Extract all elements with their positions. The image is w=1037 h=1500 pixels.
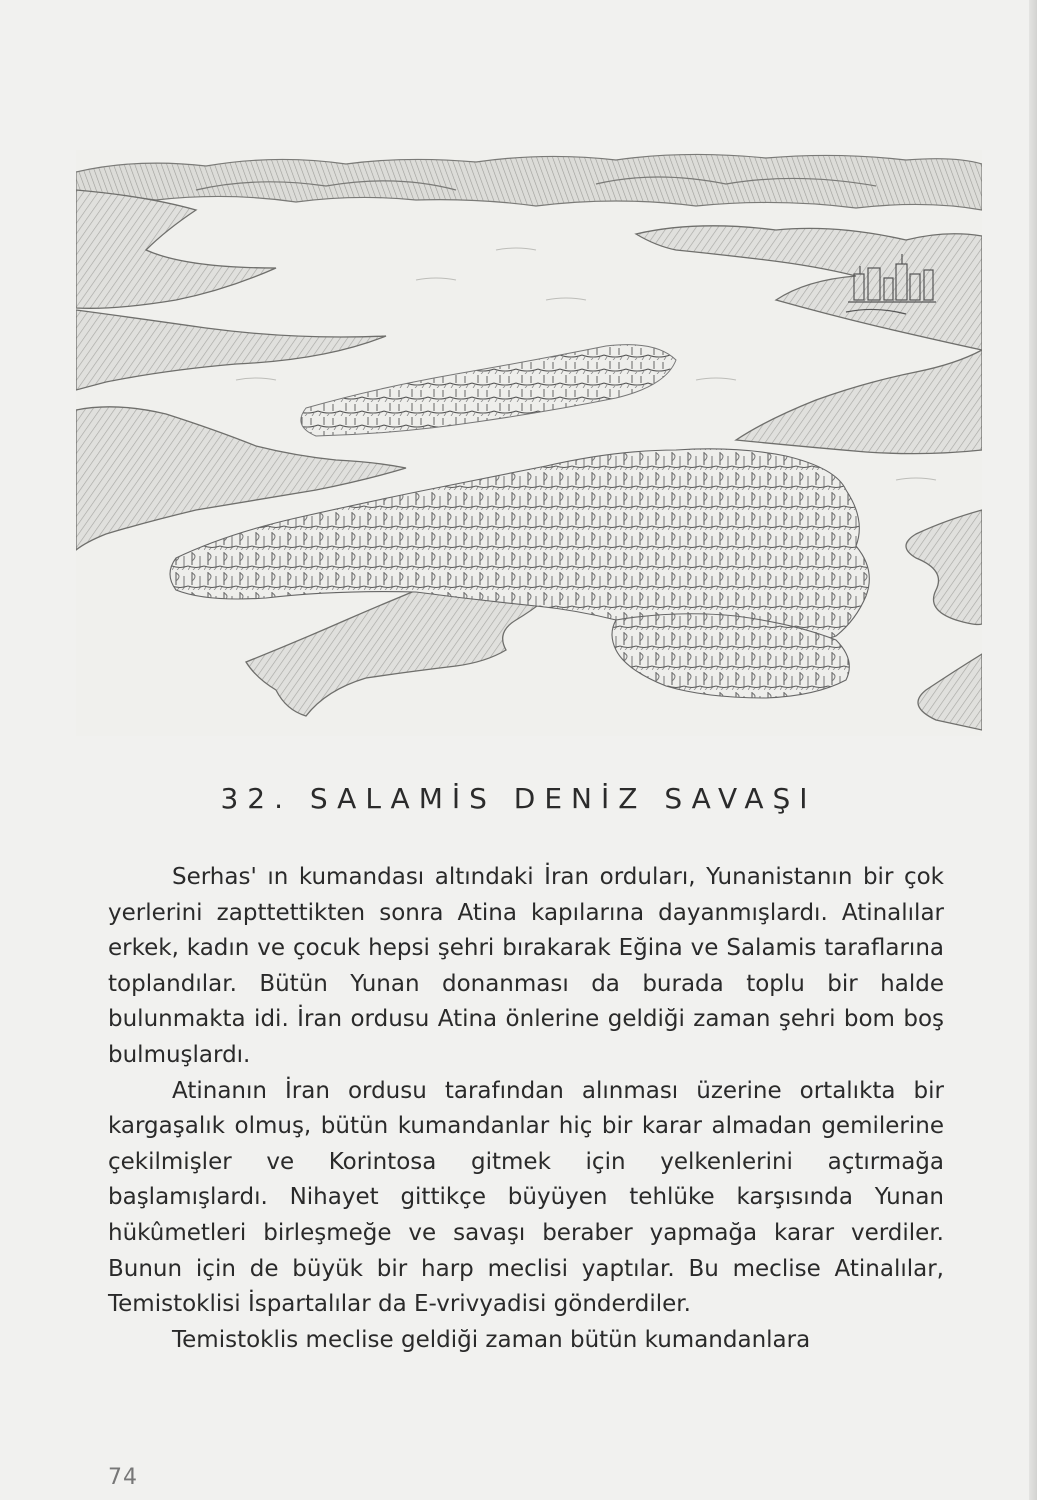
page-number: 74 bbox=[108, 1465, 138, 1490]
paragraph: Atinanın İran ordusu tarafından alınması üzerine ortalıkta bir kargaşalık olmuş, bütün kumandanlar hiç bir karar almadan gemilerine çekilmişler ve Korintosa gitmek için yelkenlerini açtırmağa başlamışlardı. Nihayet gittikçe büyüyen tehlüke karşısında Yunan hükûmetleri birleşmeğe ve savaşı beraber yapmağa karar verdiler. Bunun için de büyük bir harp meclisi yaptılar. Bu meclise Atinalılar, Temistoklisi İspartalılar da E-vrivyadisi gönderdiler. bbox=[108, 1077, 944, 1318]
page-edge bbox=[1029, 0, 1037, 1500]
salamis-battle-illustration bbox=[76, 150, 982, 736]
paragraph: Serhas' ın kumandası altındaki İran orduları, Yunanistanın bir çok yerlerini zapttettikten sonra Atina kapılarına dayanmışlardı. Atinalılar erkek, kadın ve çocuk hepsi şehri bırakarak Eğina ve Salamis taraflarına toplandılar. Bütün Yunan donanması da burada toplu bir halde bulunmakta idi. İran ordusu Atina önlerine geldiği zaman şehri bom boş bulmuşlardı. bbox=[108, 864, 944, 1068]
paragraph: Temistoklis meclise geldiği zaman bütün kumandanlara bbox=[172, 1326, 811, 1353]
chapter-title: 32. SALAMİS DENİZ SAVAŞI bbox=[220, 782, 817, 815]
body-text bbox=[108, 860, 944, 1358]
